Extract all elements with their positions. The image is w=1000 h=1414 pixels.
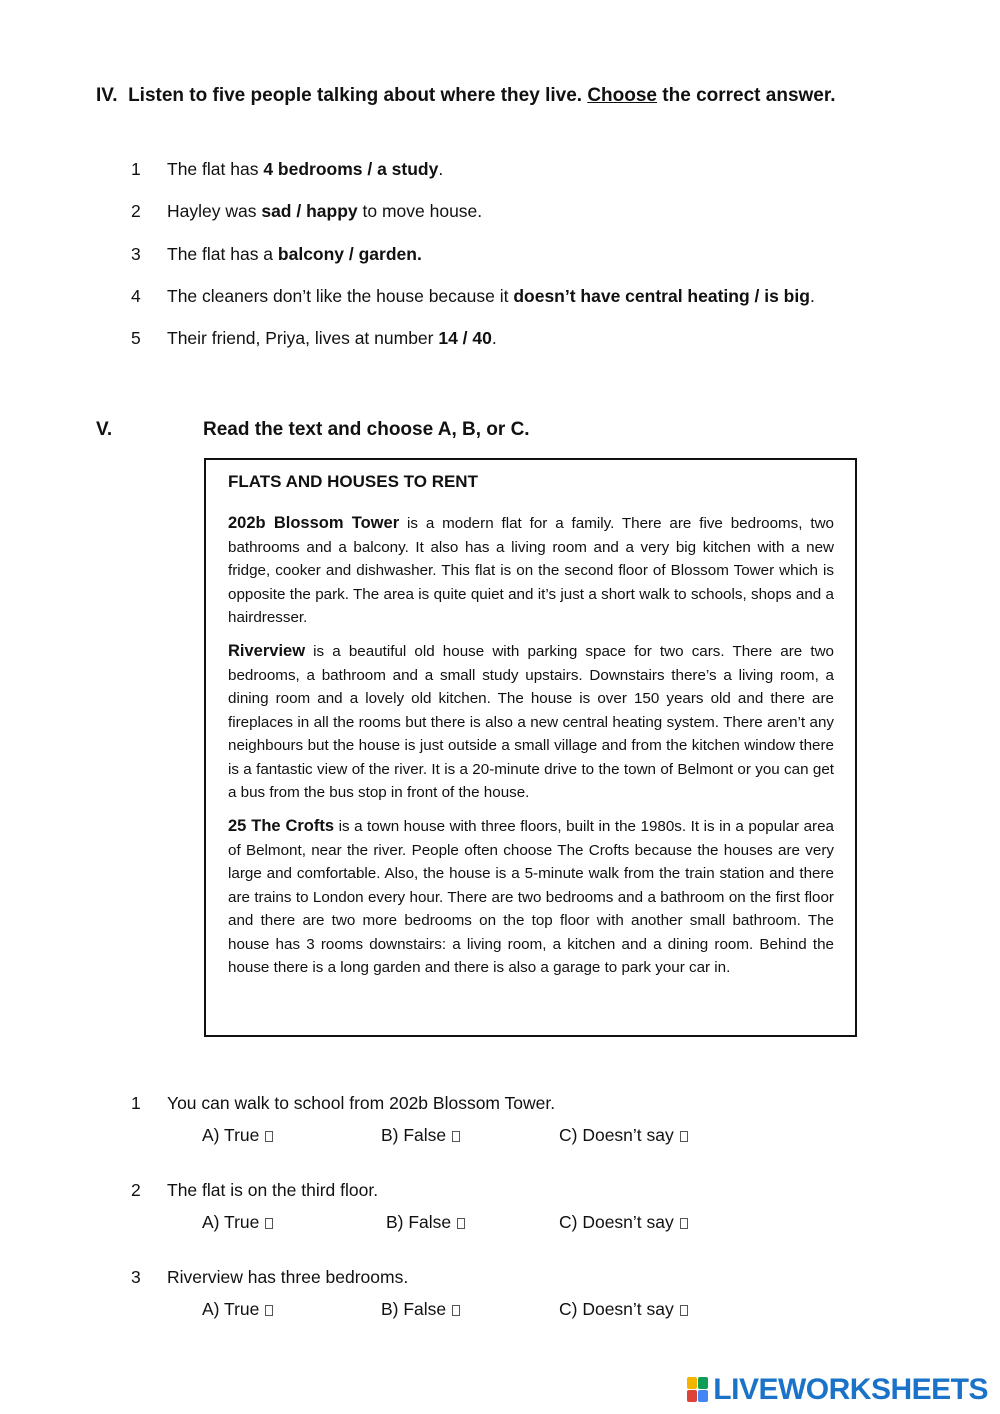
item-number: 3: [131, 244, 141, 264]
liveworksheets-logo: [687, 1373, 988, 1407]
section-iv-numeral: IV.: [96, 85, 118, 106]
item-choice[interactable]: 4 bedrooms / a study: [263, 159, 439, 179]
item-text-post: .: [491, 328, 497, 348]
item-text-post: to move house.: [357, 201, 483, 221]
question-text: Riverview has three bedrooms.: [167, 1267, 409, 1287]
checkbox-icon[interactable]: [265, 1305, 273, 1316]
question-number: 2: [131, 1180, 141, 1200]
checkbox-icon[interactable]: [265, 1218, 273, 1229]
listing-paragraph-blossom-tower: [228, 512, 834, 630]
item-text: [167, 200, 482, 222]
listing-paragraph-riverview: [228, 640, 834, 805]
listing-text: is a town house with three floors, built in the 1980s. It is in a popular area of Belmont, near the river. People often choose The Crofts because the houses are very large and comfortable. Also, the house is a 5-minute walk from the train station and there are trains to London every hour. There are two bedrooms and a bathroom on the first floor and there are two more bedrooms on the top floor with another small bathroom. The house has 3 rooms downstairs: a living room, a kitchen and a dining room. Behind the house there is a long garden and there is also a garage to park your car in.: [228, 818, 834, 976]
item-text-pre: Hayley was: [167, 201, 262, 221]
item-choice[interactable]: doesn’t have central heating / is big: [513, 286, 810, 306]
item-choice[interactable]: 14 / 40: [438, 328, 492, 348]
item-text: [167, 158, 443, 180]
option-label: C) Doesn’t say: [559, 1299, 674, 1319]
question-text: The flat is on the third floor.: [167, 1180, 379, 1200]
listing-name: 202b Blossom Tower: [228, 514, 400, 532]
listing-text: is a modern flat for a family. There are five bedrooms, two bathrooms and a balcony. It also has a living room and a very big kitchen with a new fridge, cooker and dishwasher. This flat is on the second floor of Blossom Tower which is opposite the park. The area is quite quiet and it’s just a short walk to schools, shops and a hairdresser.: [228, 515, 834, 626]
option-b[interactable]: [381, 1124, 460, 1146]
section-iv-instruction-post: the correct answer.: [662, 85, 836, 106]
option-label: B) False: [386, 1212, 452, 1232]
item-text-pre: The cleaners don’t like the house because it: [167, 286, 514, 306]
option-label: A) True: [202, 1125, 260, 1145]
option-b[interactable]: [381, 1298, 460, 1320]
listing-name: Riverview: [228, 642, 306, 660]
option-label: C) Doesn’t say: [559, 1125, 674, 1145]
checkbox-icon[interactable]: [457, 1218, 465, 1229]
item-text-pre: The flat has: [167, 159, 264, 179]
item-number: 5: [131, 328, 141, 348]
question-number: 3: [131, 1267, 141, 1287]
box-title: FLATS AND HOUSES TO RENT: [228, 472, 478, 491]
item-number: 2: [131, 201, 141, 221]
item-text-post: .: [809, 286, 815, 306]
item-text-post: .: [438, 159, 444, 179]
item-text-pre: Their friend, Priya, lives at number: [167, 328, 439, 348]
option-a[interactable]: [202, 1124, 273, 1146]
listing-name: 25 The Crofts: [228, 817, 335, 835]
item-text: [167, 327, 497, 349]
listing-paragraph-the-crofts: [228, 815, 834, 980]
checkbox-icon[interactable]: [265, 1131, 273, 1142]
option-b[interactable]: [386, 1211, 465, 1233]
item-choice[interactable]: balcony / garden.: [277, 244, 422, 264]
checkbox-icon[interactable]: [452, 1305, 460, 1316]
option-a[interactable]: [202, 1298, 273, 1320]
question-text: You can walk to school from 202b Blossom Tower.: [167, 1093, 556, 1113]
checkbox-icon[interactable]: [680, 1218, 688, 1229]
option-label: A) True: [202, 1212, 260, 1232]
option-c[interactable]: [559, 1298, 688, 1320]
checkbox-icon[interactable]: [680, 1305, 688, 1316]
item-text: [167, 285, 815, 307]
reading-text-box: [204, 458, 857, 1037]
item-number: 1: [131, 159, 141, 179]
item-text: [167, 243, 422, 265]
option-c[interactable]: [559, 1211, 688, 1233]
listing-text: is a beautiful old house with parking space for two cars. There are two bedrooms, a bathroom and a small study upstairs. Downstairs there’s a living room, a dining room and a lovely old kitchen. The house is over 150 years old and there are fireplaces in all the rooms but there is also a new central heating system. There aren’t any neighbours but the house is just outside a small village and from the kitchen window there is a fantastic view of the river. It is a 20-minute drive to the town of Belmont or you can get a bus from the bus stop in front of the house.: [228, 643, 834, 801]
option-label: C) Doesn’t say: [559, 1212, 674, 1232]
section-iv-instruction-underlined: Choose: [587, 85, 658, 106]
checkbox-icon[interactable]: [452, 1131, 460, 1142]
logo-text: LIVEWORKSHEETS: [713, 1373, 988, 1406]
question-number: 1: [131, 1093, 141, 1113]
item-number: 4: [131, 286, 141, 306]
checkbox-icon[interactable]: [680, 1131, 688, 1142]
section-v-numeral: V.: [96, 419, 113, 440]
option-c[interactable]: [559, 1124, 688, 1146]
option-label: B) False: [381, 1299, 447, 1319]
section-iv-instruction-pre: Listen to five people talking about where they live.: [128, 85, 583, 106]
liveworksheets-logo-icon: [687, 1377, 709, 1403]
option-label: B) False: [381, 1125, 447, 1145]
option-a[interactable]: [202, 1211, 273, 1233]
option-label: A) True: [202, 1299, 260, 1319]
item-text-pre: The flat has a: [167, 244, 278, 264]
section-v-instruction: Read the text and choose A, B, or C.: [203, 419, 530, 440]
item-choice[interactable]: sad / happy: [261, 201, 358, 221]
section-iv-heading: [96, 84, 836, 108]
